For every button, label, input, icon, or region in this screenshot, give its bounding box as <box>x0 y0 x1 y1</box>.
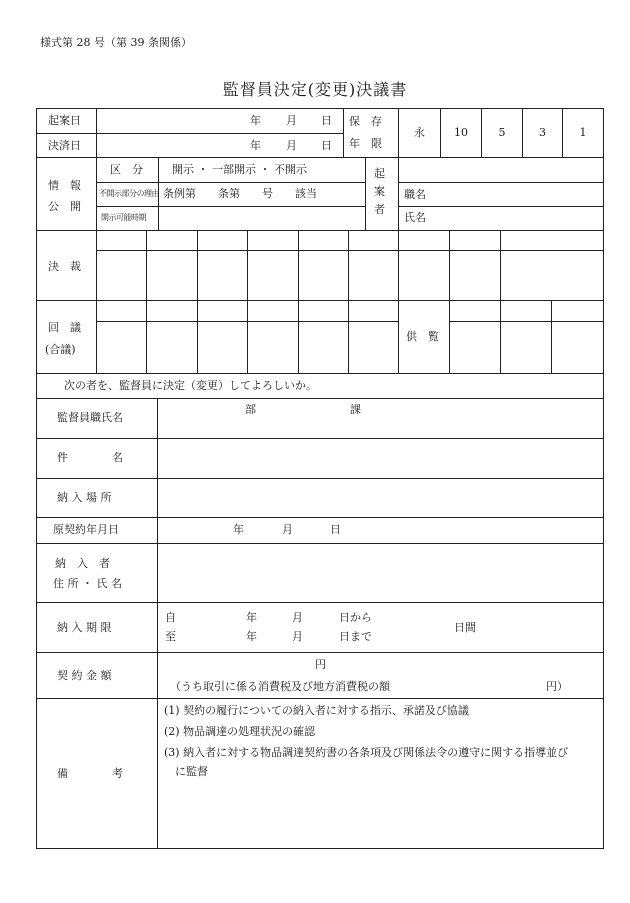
supplier-label-2: 住 所 ・ 氏 名 <box>53 577 122 590</box>
amount-label: 契 約 金 額 <box>57 669 112 682</box>
contract-year: 年 <box>233 523 244 536</box>
retention-1: 1 <box>579 126 587 139</box>
drafter-label-3: 者 <box>374 203 385 216</box>
decided-day: 日 <box>321 139 332 152</box>
period-to: 至 <box>165 630 176 643</box>
period-label: 開示可能時期 <box>101 213 146 222</box>
period-to-year: 年 <box>246 630 257 643</box>
period-from-day: 日から <box>339 611 372 624</box>
reason-label: 不開示部分の理由 <box>99 189 159 198</box>
disclosure-label-2: 公 開 <box>48 200 81 213</box>
tax-note: （うち取引に係る消費税及び地方消費税の額 <box>170 680 390 693</box>
remarks-label: 備 考 <box>57 767 123 780</box>
drafted-month: 月 <box>286 114 297 127</box>
retention-5: 5 <box>498 126 506 139</box>
period-to-month: 月 <box>292 630 303 643</box>
category-label: 区 分 <box>110 163 143 176</box>
period-from-month: 月 <box>292 611 303 624</box>
decided-year: 年 <box>250 139 261 152</box>
retention-permanent: 永 <box>414 126 425 139</box>
remarks-item-2: (2) 物品調達の処理状況の確認 <box>164 725 316 738</box>
drafted-day: 日 <box>321 114 332 127</box>
retention-label-1: 保 存 <box>349 115 382 128</box>
drafted-date-label: 起案日 <box>48 114 81 127</box>
supplier-label-1: 納 入 者 <box>55 557 110 570</box>
statement: 次の者を、監督員に決定（変更）してよろしいか。 <box>64 379 317 392</box>
drafter-label-2: 案 <box>374 185 385 198</box>
retention-label-2: 年 限 <box>349 137 382 150</box>
retention-10: 10 <box>454 126 468 139</box>
remarks-item-1: (1) 契約の履行についての納入者に対する指示、承諾及び協議 <box>164 704 469 717</box>
amount-yen: 円 <box>315 658 326 671</box>
contract-date-label: 原契約年月日 <box>53 523 119 536</box>
period-from-year: 年 <box>246 611 257 624</box>
subject-label: 件 名 <box>57 451 123 464</box>
period-days: 日間 <box>454 621 476 634</box>
page-title: 監督員決定(変更)決議書 <box>222 80 408 99</box>
approval-label: 決 裁 <box>48 260 81 273</box>
drafted-year: 年 <box>250 114 261 127</box>
reason-text: 条例第 条第 号 該当 <box>163 187 317 200</box>
section-label: 課 <box>350 403 361 416</box>
disclosure-label-1: 情 報 <box>48 179 81 192</box>
department-label: 部 <box>245 403 256 416</box>
contract-day: 日 <box>330 523 341 536</box>
delivery-place-label: 納 入 場 所 <box>57 491 112 504</box>
position-label: 職名 <box>404 188 426 201</box>
remarks-item-3: (3) 納入者に対する物品調達契約書の各条項及び関係法令の遵守に関する指導並び <box>164 746 569 759</box>
tax-yen: 円） <box>546 680 568 693</box>
remarks-item-3-cont: に監督 <box>175 765 208 778</box>
name-label: 氏名 <box>404 211 426 224</box>
category-options: 開示 ・ 一部開示 ・ 不開示 <box>172 163 307 176</box>
period-from: 自 <box>165 611 176 624</box>
retention-3: 3 <box>539 126 546 139</box>
circulation-label-2: (合議) <box>45 343 76 356</box>
circulation-label-1: 回 議 <box>48 321 81 334</box>
drafter-label-1: 起 <box>374 167 385 180</box>
viewing-label: 供 覧 <box>406 330 439 343</box>
decided-month: 月 <box>286 139 297 152</box>
contract-month: 月 <box>282 523 293 536</box>
supervisor-label: 監督員職氏名 <box>57 411 123 424</box>
period-to-day: 日まで <box>339 630 372 643</box>
form-number: 様式第 28 号（第 39 条関係） <box>40 36 192 49</box>
decided-date-label: 決済日 <box>48 139 81 152</box>
period-label: 納 入 期 限 <box>57 621 112 634</box>
